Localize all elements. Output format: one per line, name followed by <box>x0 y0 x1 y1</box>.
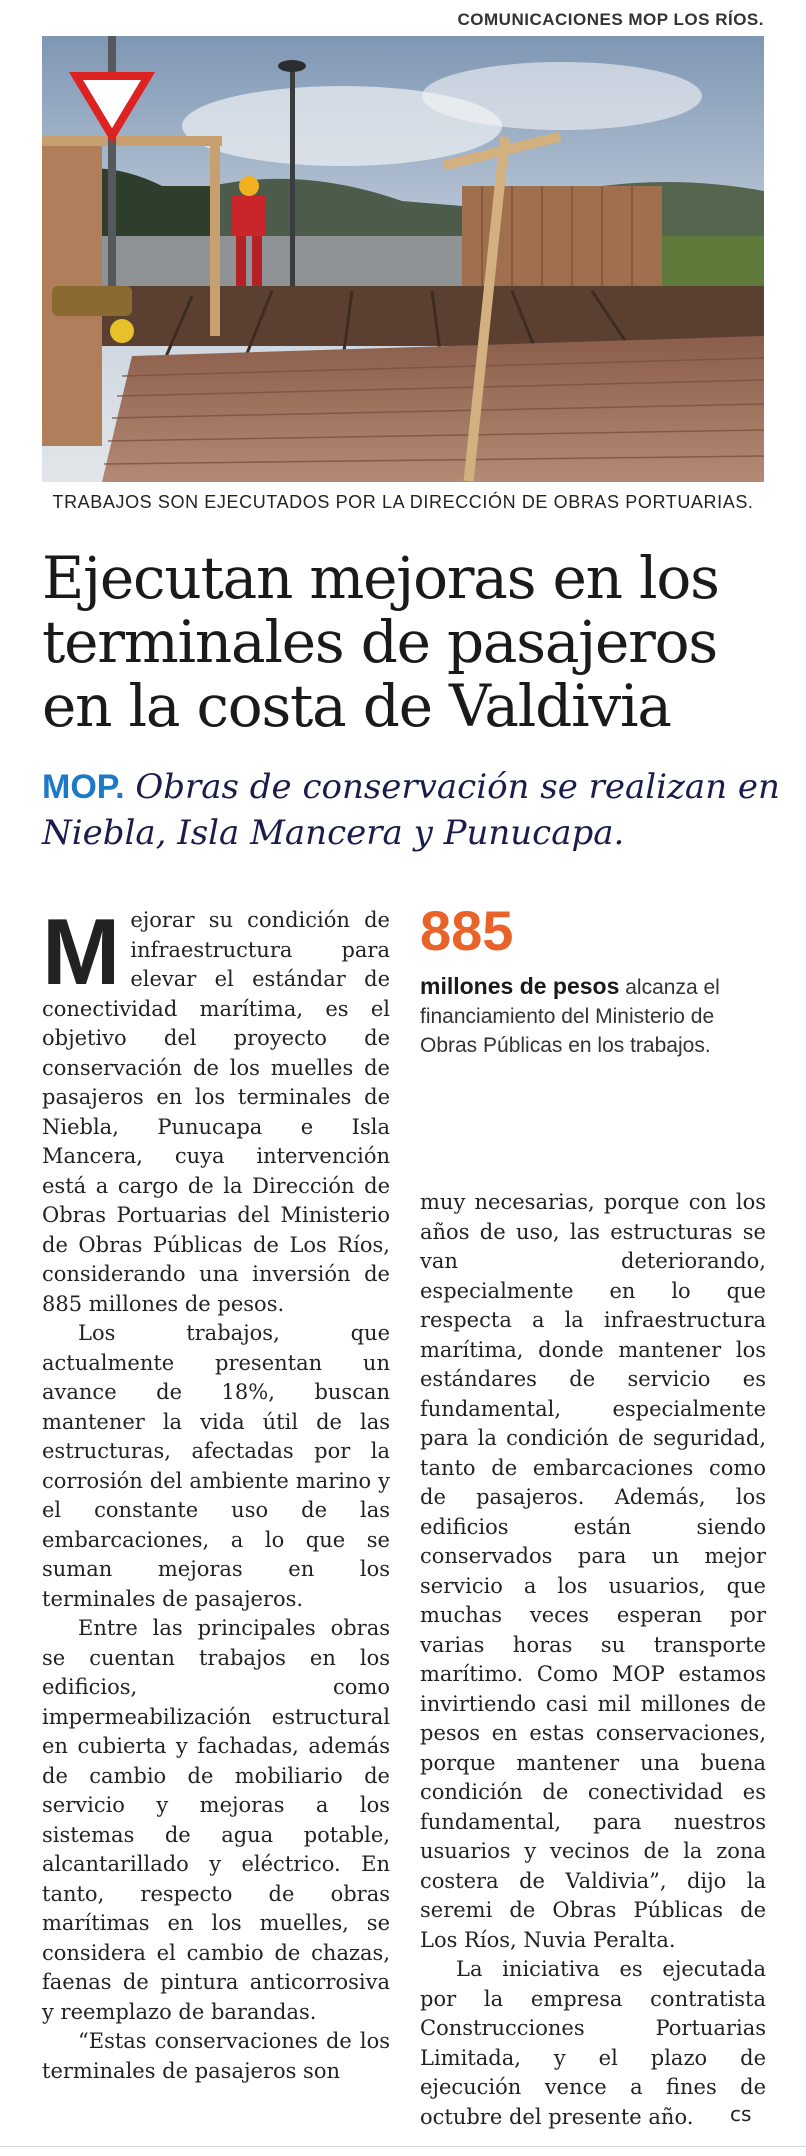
photo-credit: COMUNICACIONES MOP LOS RÍOS. <box>457 10 764 29</box>
subheadline <box>42 764 782 856</box>
bottom-divider <box>0 2146 806 2147</box>
paragraph-4: “Estas conservaciones de los terminales de pasajeros son <box>42 2029 390 2083</box>
fact-description <box>420 972 766 1060</box>
paragraph-3: Entre las principales obras se cuentan trabajos en los edificios, como impermeabilización estructural en cubierta y fachadas, además de cambio de mobiliario de servicio y mejoras a los sistemas de agua potable, alcantarillado y eléctrico. En tanto, respecto de obras marítimas en los muelles, se considera el cambio de chazas, faenas de pintura anticorrosiva y reemplazo de barandas. <box>42 1616 390 2024</box>
construction-scene-image <box>42 36 764 482</box>
article-column-2 <box>420 1188 766 2132</box>
fact-text: alcanza el financiamiento del Ministerio de Obras Públicas en los trabajos. <box>420 976 720 1057</box>
subhead-tag: MOP. <box>42 768 125 806</box>
subhead-text: Obras de conservación se realizan en Niebla, Isla Mancera y Punucapa. <box>42 767 780 853</box>
paragraph-1-text: ejorar su condición de infraestructura para elevar el estándar de conectividad marítima, es el objetivo del proyecto de conservación de los muelles de pasajeros en los terminales de Niebla, Punucapa e Isla Mancera, cuya intervención está a cargo de la Dirección de Obras Portuarias del Ministerio de Obras Públicas de Los Ríos, considerando una inversión de 885 millones de pesos. <box>42 908 390 1316</box>
paragraph-5: muy necesarias, porque con los años de uso, las estructuras se van deteriorando, especialmente en lo que respecta a la infraestructura marítima, donde mantener los estándares de servicio es fundamental, especialmente para la condición de seguridad, tanto de embarcaciones como de pasajeros. Además, los edificios están siendo conservados para un mejor servicio a los usuarios, que muchas veces esperan por varias horas su transporte marítimo. Como MOP estamos invirtiendo casi mil millones de pesos en estas conservaciones, porque mantener una buena condición de conectividad es fundamental, para nuestros usuarios y vecinos de la zona costera de Valdivia”, dijo la seremi de Obras Públicas de Los Ríos, Nuvia Peralta. <box>420 1190 766 1952</box>
end-mark: cs <box>730 2102 752 2126</box>
fact-box <box>420 900 766 1060</box>
drop-cap: M <box>42 899 121 1004</box>
article-photo <box>42 36 764 482</box>
paragraph-6: La iniciativa es ejecutada por la empresa contratista Construcciones Portuarias Limitada, y el plazo de ejecución vence a fines de octubre del presente año. <box>420 1957 766 2129</box>
fact-lead: millones de pesos <box>420 973 620 999</box>
paragraph-1 <box>42 899 390 1319</box>
fact-number: 885 <box>420 899 514 962</box>
article-column-1 <box>42 899 390 2086</box>
photo-caption: TRABAJOS SON EJECUTADOS POR LA DIRECCIÓN DE OBRAS PORTUARIAS. <box>52 492 754 512</box>
headline: Ejecutan mejoras en los terminales de pasajeros en la costa de Valdivia <box>42 544 719 740</box>
paragraph-2: Los trabajos, que actualmente presentan un avance de 18%, buscan mantener la vida útil de las estructuras, afectadas por la corrosión del ambiente marino y el constante uso de las embarcaciones, a lo que se suman mejoras en los terminales de pasajeros. <box>42 1321 390 1611</box>
